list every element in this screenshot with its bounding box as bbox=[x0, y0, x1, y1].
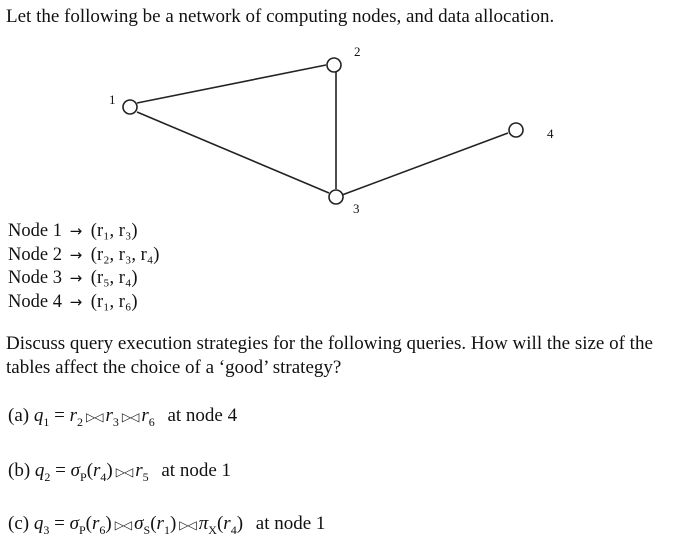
allocation-row-1: Node 1 → (r₁, r₃) bbox=[8, 221, 138, 241]
allocation-list bbox=[8, 220, 159, 314]
join-icon: ▷◁ bbox=[121, 410, 139, 424]
edge-3-4 bbox=[342, 133, 508, 195]
query-a: (a) $q_1 = r_2$ ▷◁ $r_3$ ▷◁ $r_6$ at node 4 bbox=[8, 405, 238, 429]
node-1-circle bbox=[123, 100, 137, 114]
node-3-circle bbox=[329, 190, 343, 204]
edge-1-2 bbox=[137, 65, 326, 103]
allocation-row-4: Node 4 → (r₁, r₆) bbox=[8, 291, 138, 312]
arrow-icon: → bbox=[69, 222, 83, 240]
join-icon: ▷◁ bbox=[115, 465, 133, 479]
arrow-icon: → bbox=[69, 292, 83, 311]
query-c: (c) $q_3 = \sigma_P(r_6)$ ▷◁ $\sigma_S(r_1)$ ▷◁ $\pi_X(r_4)$ at node 1 bbox=[8, 513, 326, 537]
node-label-1: 1 bbox=[109, 92, 116, 107]
edge-1-3 bbox=[137, 112, 329, 193]
network-diagram bbox=[0, 0, 700, 220]
arrow-icon: → bbox=[69, 269, 83, 287]
discussion-paragraph: Discuss query execution strategies for the following queries. How will the size of the tables affect the choice of a ‘good’ strategy? bbox=[6, 333, 653, 378]
join-icon: ▷◁ bbox=[114, 518, 132, 532]
allocation-row-2: Node 2 → (r₂, r₃, r₄) bbox=[8, 244, 160, 265]
node-label-3: 3 bbox=[353, 201, 360, 216]
intro-text: Let the following be a network of computing nodes, and data allocation. bbox=[6, 6, 555, 27]
join-icon: ▷◁ bbox=[179, 518, 196, 532]
node-4-circle bbox=[509, 123, 523, 137]
node-label-2: 2 bbox=[354, 44, 361, 59]
arrow-icon: → bbox=[69, 245, 83, 264]
join-icon: ▷◁ bbox=[85, 410, 103, 424]
allocation-row-3: Node 3 → (r₅, r₄) bbox=[8, 268, 138, 288]
node-2-circle bbox=[327, 58, 341, 72]
query-b: (b) $q_2 = \sigma_P(r_4)$ ▷◁ $r_5$ at node 1 bbox=[8, 460, 232, 484]
node-label-4: 4 bbox=[547, 126, 554, 141]
